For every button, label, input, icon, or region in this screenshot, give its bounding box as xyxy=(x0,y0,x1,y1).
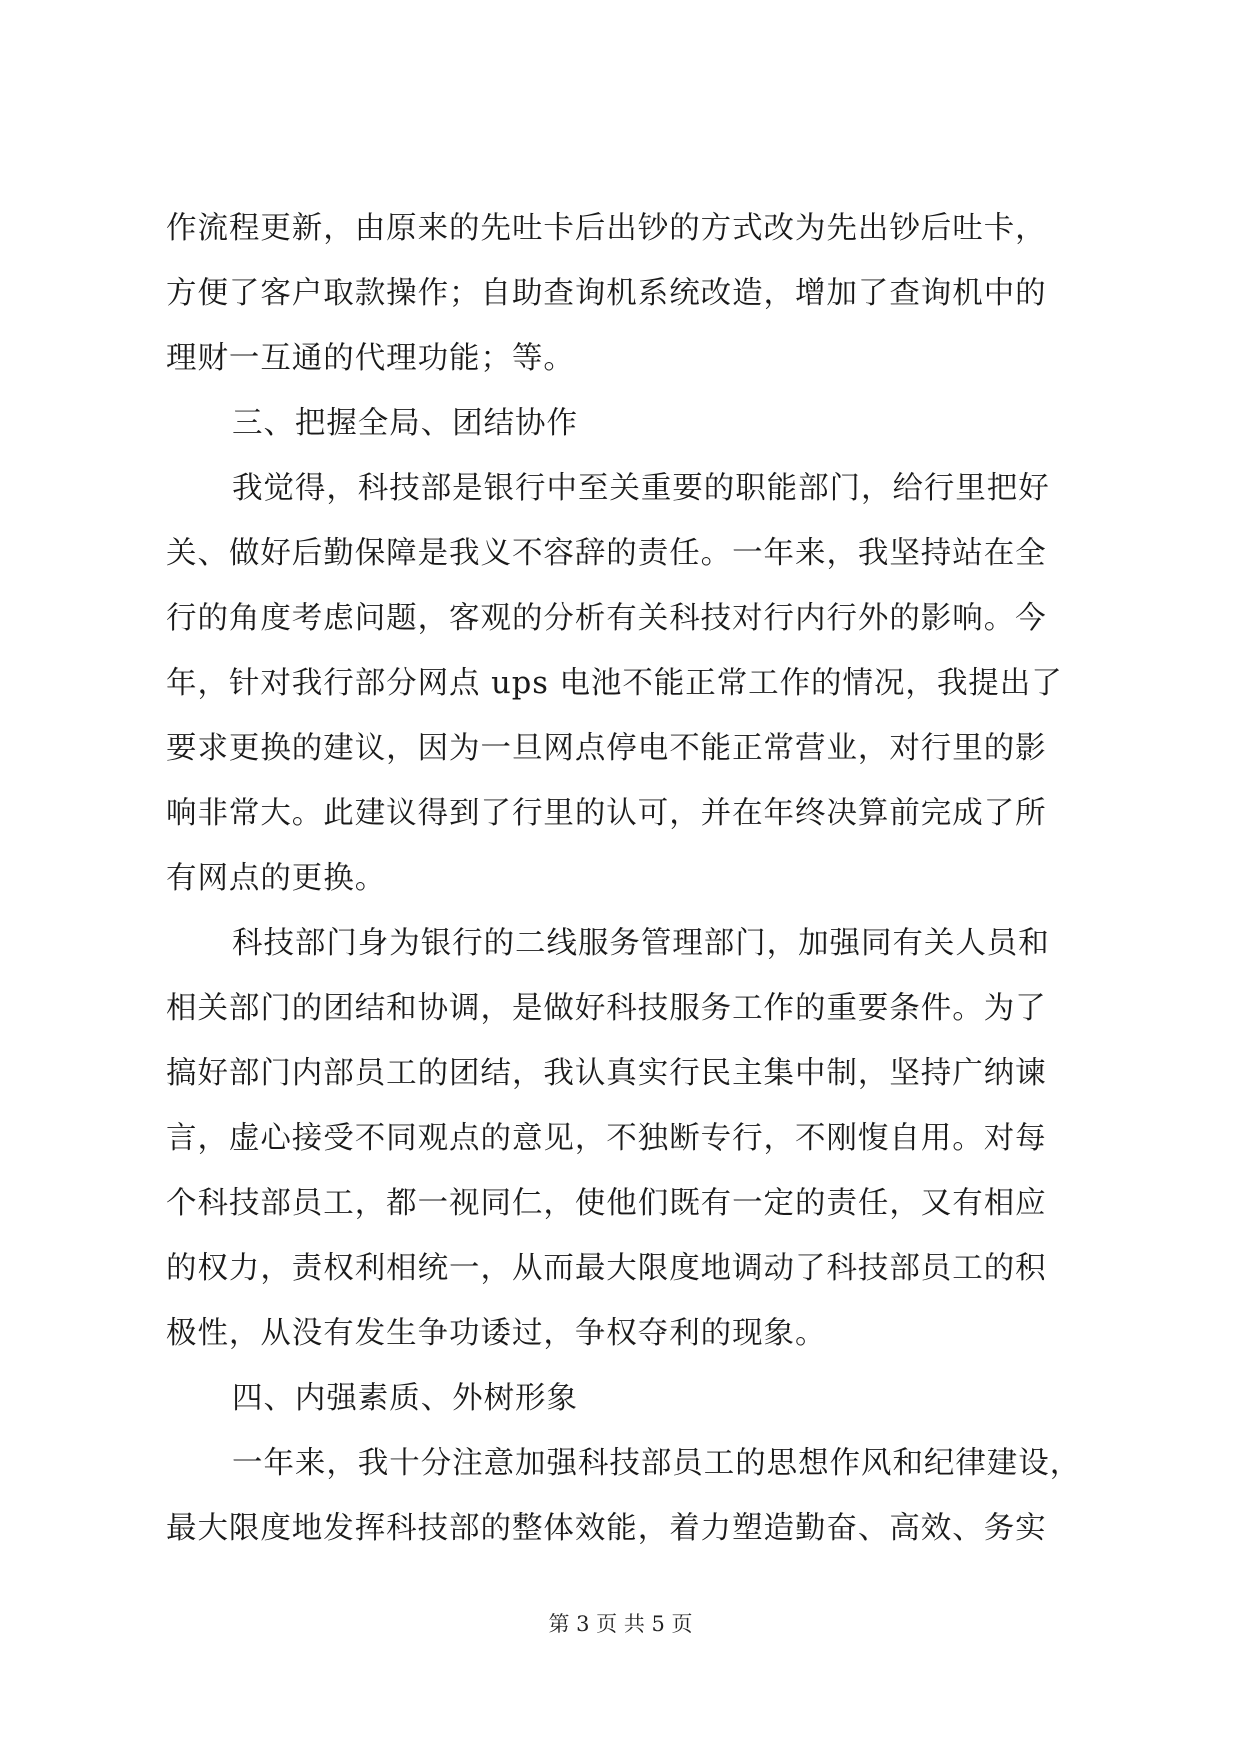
text-line: 年，针对我行部分网点 ups 电池不能正常工作的情况，我提出了 xyxy=(166,666,1063,701)
text-line: 行的角度考虑问题，客观的分析有关科技对行内行外的影响。今 xyxy=(166,601,1047,636)
section-heading: 三、把握全局、团结协作 xyxy=(232,406,578,441)
text-line: 理财一互通的代理功能；等。 xyxy=(166,341,575,376)
document-body xyxy=(166,196,1082,1561)
text-line: 作流程更新，由原来的先吐卡后出钞的方式改为先出钞后吐卡， xyxy=(166,211,1047,246)
text-line: 我觉得，科技部是银行中至关重要的职能部门，给行里把好 xyxy=(232,471,1050,506)
text-line: 有网点的更换。 xyxy=(166,861,387,896)
text-line: 言，虚心接受不同观点的意见，不独断专行，不刚愎自用。对每 xyxy=(166,1121,1047,1156)
text-line: 要求更换的建议，因为一旦网点停电不能正常营业，对行里的影 xyxy=(166,731,1047,766)
page-footer: 第 3 页 共 5 页 xyxy=(548,1612,693,1636)
text-line: 最大限度地发挥科技部的整体效能，着力塑造勤奋、高效、务实 xyxy=(166,1511,1047,1546)
text-line: 方便了客户取款操作；自助查询机系统改造，增加了查询机中的 xyxy=(166,276,1047,311)
text-line: 个科技部员工，都一视同仁，使他们既有一定的责任，又有相应 xyxy=(166,1186,1047,1221)
text-line: 科技部门身为银行的二线服务管理部门，加强同有关人员和 xyxy=(232,926,1050,961)
text-line: 相关部门的团结和协调，是做好科技服务工作的重要条件。为了 xyxy=(166,991,1047,1026)
text-line: 搞好部门内部员工的团结，我认真实行民主集中制，坚持广纳谏 xyxy=(166,1056,1047,1091)
section-heading: 四、内强素质、外树形象 xyxy=(232,1381,578,1416)
text-line: 关、做好后勤保障是我义不容辞的责任。一年来，我坚持站在全 xyxy=(166,536,1047,571)
text-line: 的权力，责权利相统一，从而最大限度地调动了科技部员工的积 xyxy=(166,1251,1047,1286)
text-line: 极性，从没有发生争功诿过，争权夺利的现象。 xyxy=(166,1316,827,1351)
text-line: 一年来，我十分注意加强科技部员工的思想作风和纪律建设， xyxy=(232,1446,1082,1481)
text-line: 响非常大。此建议得到了行里的认可，并在年终决算前完成了所 xyxy=(166,796,1047,831)
